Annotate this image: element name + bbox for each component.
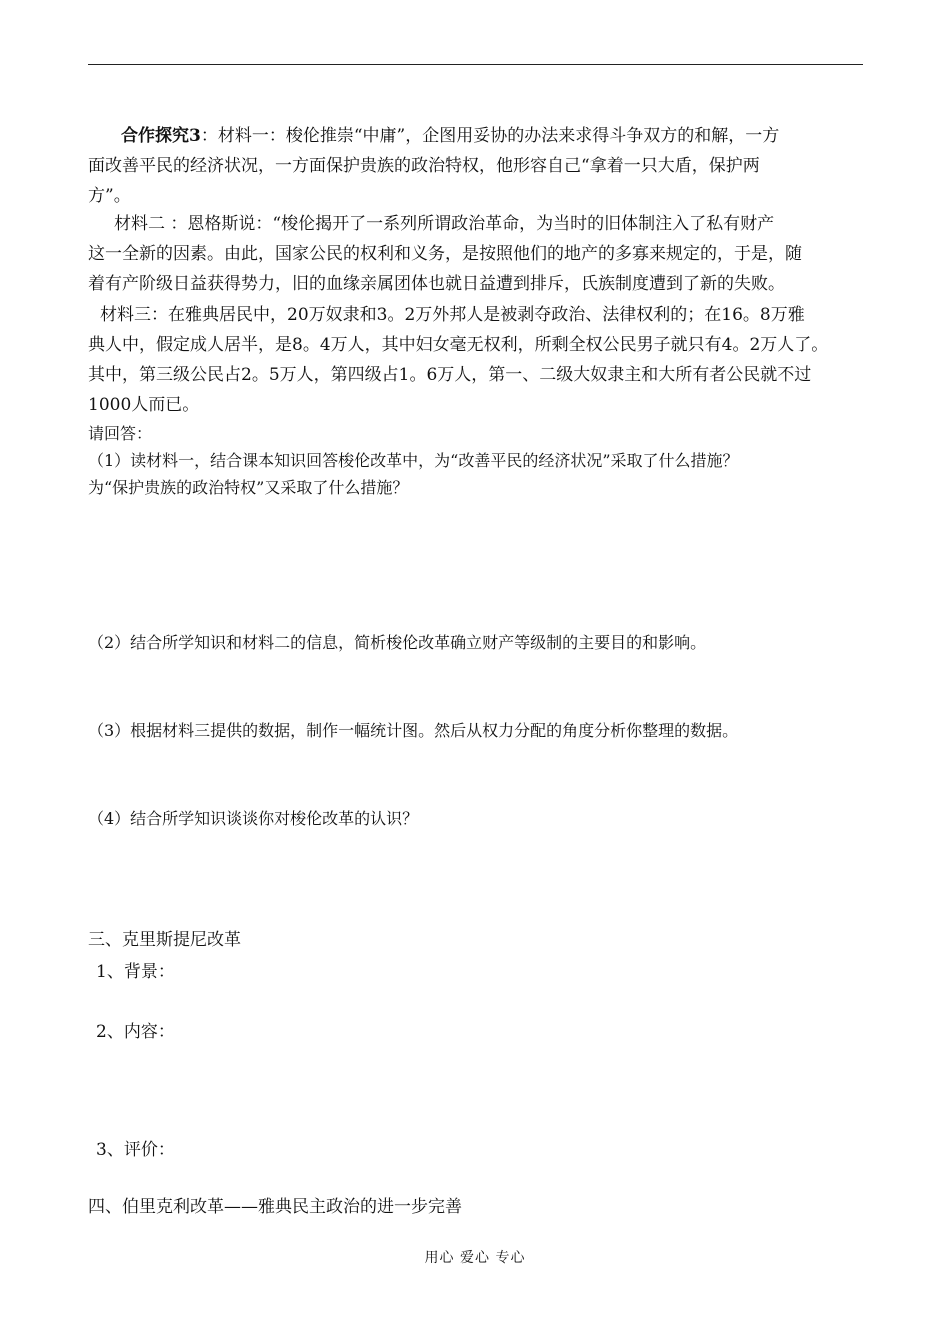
question-two: （2）结合所学知识和材料二的信息，简析梭伦改革确立财产等级制的主要目的和影响。 xyxy=(88,633,707,652)
material-one-line: 合作探究3：材料一：梭伦推崇“中庸”，企图用妥协的办法来求得斗争双方的和解，一方 xyxy=(121,126,780,146)
question-one-line: 为“保护贵族的政治特权”又采取了什么措施？ xyxy=(88,478,409,497)
section-three-title: 三、克里斯提尼改革 xyxy=(88,930,241,950)
question-one-line: （1）读材料一，结合课本知识回答梭伦改革中，为“改善平民的经济状况”采取了什么措施？ xyxy=(88,451,739,470)
section-three-evaluation: 3、评价： xyxy=(96,1140,175,1160)
material-two-line: 着有产阶级日益获得势力，旧的血缘亲属团体也就日益遭到排斥，氏族制度遭到了新的失败。 xyxy=(88,274,785,294)
question-four: （4）结合所学知识谈谈你对梭伦改革的认识？ xyxy=(88,809,419,828)
material-three-line: 其中，第三级公民占2。5万人，第四级占1。6万人，第一、二级大奴隶主和大所有者公民就不过 xyxy=(88,365,812,385)
material-two-line: 材料二 ：恩格斯说：“梭伦揭开了一系列所谓政治革命，为当时的旧体制注入了私有财产 xyxy=(114,214,775,234)
material-three xyxy=(88,300,868,420)
material-one-line: 面改善平民的经济状况，一方面保护贵族的政治特权，他形容自己“拿着一只大盾，保护两 xyxy=(88,156,760,176)
material-one-line: 方”。 xyxy=(88,186,131,206)
answer-prompt: 请回答： xyxy=(88,424,153,443)
material-three-line: 典人中，假定成人居半，是8。4万人，其中妇女毫无权利，所剩全权公民男子就只有4。2万人了。 xyxy=(88,335,829,355)
section-three-content: 2、内容： xyxy=(96,1022,175,1042)
material-three-line: 材料三：在雅典居民中，20万奴隶和3。2万外邦人是被剥夺政治、法律权利的；在16。8万雅 xyxy=(100,305,805,325)
material-two-line: 这一全新的因素。由此，国家公民的权利和义务，是按照他们的地产的多寡来规定的，于是，随 xyxy=(88,244,802,264)
section-four-title: 四、伯里克利改革——雅典民主政治的进一步完善 xyxy=(88,1197,462,1217)
material-two xyxy=(88,209,868,299)
material-three-line: 1000人而已。 xyxy=(88,395,200,415)
section-three-background: 1、背景： xyxy=(96,962,175,982)
page-footer: 用心 爱心 专心 xyxy=(424,1250,526,1266)
question-one xyxy=(88,420,868,501)
material-one xyxy=(88,121,868,211)
exploration-heading: 合作探究3 xyxy=(121,126,201,146)
header-rule xyxy=(88,64,863,65)
question-three: （3）根据材料三提供的数据，制作一幅统计图。然后从权力分配的角度分析你整理的数据。 xyxy=(88,721,739,740)
